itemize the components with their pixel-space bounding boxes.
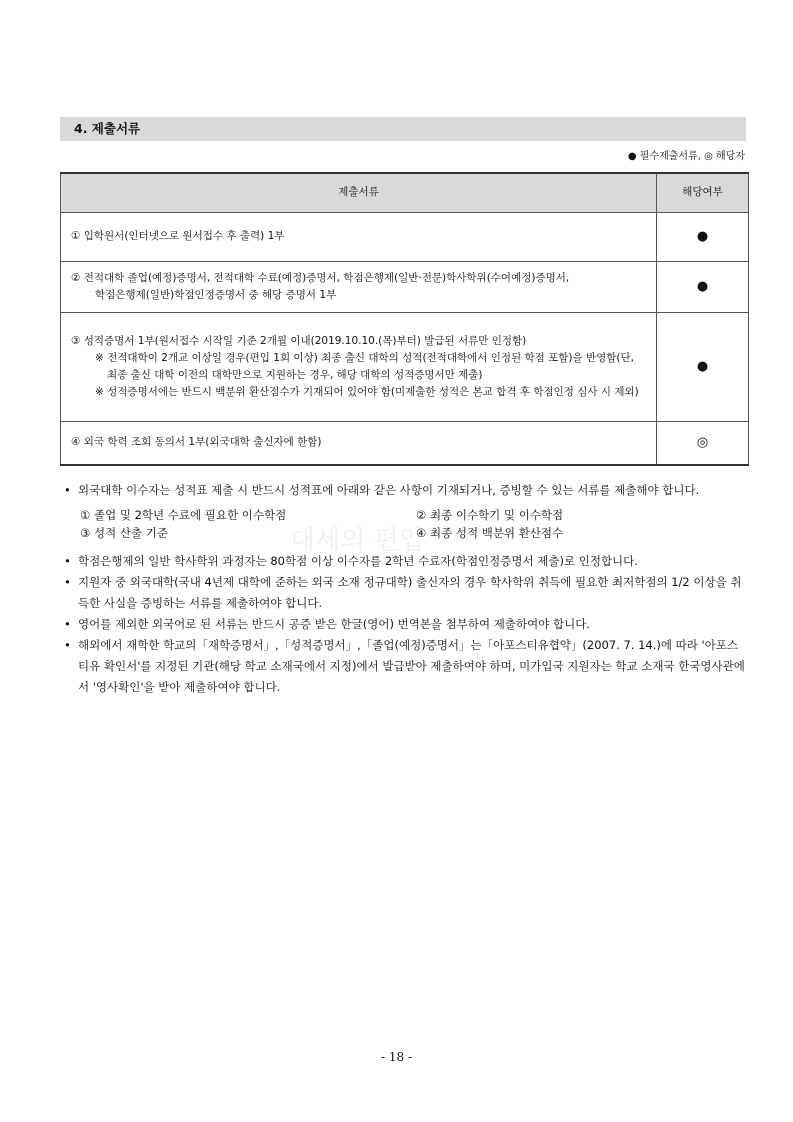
table-row (61, 312, 749, 421)
list-item: ④ 최종 성적 백분위 환산점수 (416, 526, 564, 540)
table-row (61, 261, 749, 312)
document-cell (61, 421, 657, 465)
list-item: ① 졸업 및 2학년 수료에 필요한 이수학점 (80, 508, 287, 522)
section-title: 4. 제출서류 (60, 117, 746, 141)
note-foreign-transcript (64, 480, 748, 501)
note-text: 외국대학 이수자는 성적표 제출 시 반드시 성적표에 아래와 같은 사항이 기재되거나, 증빙할 수 있는 서류를 제출해야 합니다. (78, 483, 700, 497)
document-note: ※ 전적대학이 2개교 이상일 경우(편입 1회 이상) 최종 출신 대학의 성적(전적대학에서 인정된 학점 포함)을 반영함(단, 최종 출신 대학 이전의 대학만으로 지원하는 경우, 해당 대학의 성적증명서만 제출) (95, 351, 634, 381)
bullet: • (64, 638, 71, 652)
document-cell (61, 212, 657, 261)
documents-table (60, 172, 749, 466)
document-cell (61, 312, 657, 421)
document-line: ④ 외국 학력 조회 동의서 1부(외국대학 출신자에 한함) (71, 436, 322, 449)
bullet: • (64, 617, 71, 631)
note-translation (64, 614, 748, 635)
table-header-row (61, 173, 749, 212)
document-line: ② 전적대학 졸업(예정)증명서, 전적대학 수료(예정)증명서, 학점은행제(일반·전문)학사학위(수여예정)증명서, (71, 271, 570, 284)
bullet: • (64, 483, 71, 497)
note-text: 영어를 제외한 외국어로 된 서류는 반드시 공증 받은 한글(영어) 번역본을 첨부하여 제출하여야 합니다. (78, 617, 590, 631)
required-items-list (64, 503, 748, 545)
note-text: 해외에서 재학한 학교의「재학증명서」,「성적증명서」,「졸업(예정)증명서」는「아포스티유협약」(2007. 7. 14.)에 따라 '아포스티유 확인서'를 지정된 기관(해당 학교 소재국에서 지정)에서 발급받아 제출하여야 하며, 미가입국 지원자는 학교 소재국 한국영사관에서 '영사확인'을 받아 제출하여야 합니다. (78, 638, 745, 694)
table-row (61, 212, 749, 261)
required-mark: ● (657, 212, 749, 261)
document-note: ※ 성적증명서에는 반드시 백분위 환산점수가 기재되어 있어야 함(미제출한 성적은 본교 합격 후 학점인정 심사 시 제외) (95, 385, 639, 398)
required-mark: ● (657, 312, 749, 421)
document-line: 학점은행제(일반)학점인정증명서 중 해당 증명서 1부 (95, 288, 337, 301)
document-cell (61, 261, 657, 312)
table-row (61, 421, 749, 465)
header-applicable: 해당여부 (657, 173, 749, 212)
list-item: ③ 성적 산출 기준 (80, 526, 168, 540)
bullet: • (64, 554, 71, 568)
document-line: ① 입학원서(인터넷으로 원서접수 후 출력) 1부 (71, 230, 285, 242)
applicable-mark: ◎ (657, 421, 749, 465)
document-line: ③ 성적증명서 1부(원서접수 시작일 기준 2개월 이내(2019.10.10.(목)부터) 발급된 서류만 인정함) (71, 334, 527, 347)
page-number: - 18 - (380, 1050, 412, 1064)
note-overseas-university (64, 572, 748, 614)
legend: ● 필수제출서류, ◎ 해당자 (627, 151, 745, 162)
bullet: • (64, 575, 71, 589)
note-text: 지원자 중 외국대학(국내 4년제 대학에 준하는 외국 소재 정규대학) 출신자의 경우 학사학위 취득에 필요한 최저학점의 1/2 이상을 취득한 사실을 증빙하는 서류를 제출하여야 합니다. (78, 575, 742, 610)
watermark: 대세의 편입 (290, 526, 424, 556)
note-credit-bank (64, 551, 748, 572)
header-documents: 제출서류 (61, 173, 657, 212)
note-apostille (64, 635, 748, 698)
note-text: 학점은행제의 일반 학사학위 과정자는 80학점 이상 이수자를 2학년 수료자(학점인정증명서 제출)로 인정합니다. (78, 554, 638, 568)
notes (64, 480, 748, 698)
required-mark: ● (657, 261, 749, 312)
list-item: ② 최종 이수학기 및 이수학점 (416, 508, 564, 522)
